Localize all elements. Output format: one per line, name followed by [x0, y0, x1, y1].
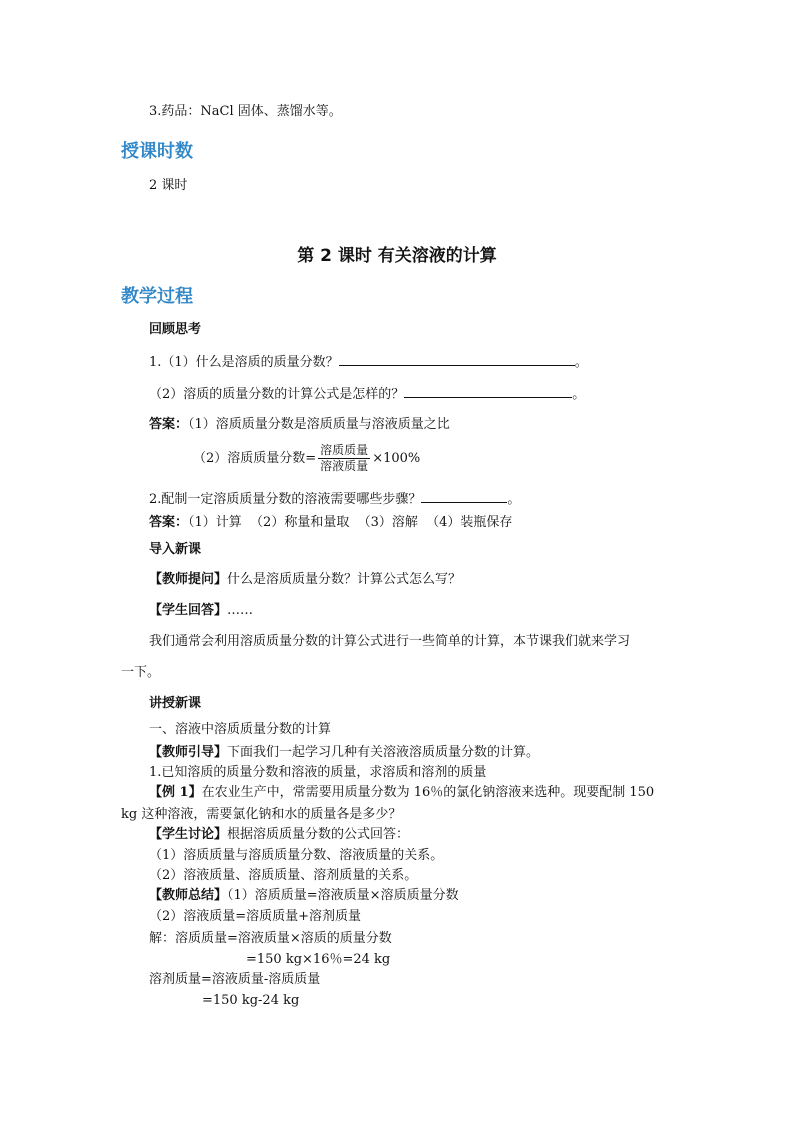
teacher-summary-text: （1）溶质质量=溶液质量×溶质质量分数	[227, 888, 459, 903]
answer-1-text: （1）溶质质量分数是溶质质量与溶液质量之比	[188, 417, 450, 432]
summary-point-2: （2）溶液质量=溶质质量+溶剂质量	[149, 909, 362, 924]
answer-blank	[404, 385, 572, 398]
student-discuss-label: 【学生讨论】	[149, 827, 228, 842]
intro-paragraph-line-1: 我们通常会利用溶质质量分数的计算公式进行一些简单的计算，本节课我们就来学习	[149, 634, 631, 649]
lesson-title: 第 2 课时 有关溶液的计算	[297, 246, 497, 266]
formula-prefix: （2）溶质质量分数=	[193, 451, 317, 466]
answer-2-formula	[193, 443, 420, 475]
teacher-guide	[149, 744, 539, 762]
teacher-ask	[149, 571, 461, 589]
period: 。	[574, 355, 588, 370]
teaching-process-heading: 教学过程	[121, 286, 193, 307]
example-1-line-1	[149, 784, 654, 802]
student-answer-label: 【学生回答】	[149, 603, 228, 618]
question-1b-text: （2）溶质的质量分数的计算公式是怎样的？	[149, 387, 405, 402]
intro-paragraph-line-2: 一下。	[121, 665, 161, 680]
answer-label: 答案：	[149, 515, 189, 530]
example-1-text: 在农业生产中，常需要用质量分数为 16％的氯化钠溶液来选种。现要配制 150	[201, 785, 655, 800]
solution-line-1: 解：溶质质量=溶液质量×溶质的质量分数	[149, 931, 392, 946]
solution-line-3: 溶剂质量=溶液质量-溶质质量	[149, 972, 321, 987]
discuss-point-1: （1）溶质质量与溶质质量分数、溶液质量的关系。	[149, 848, 444, 863]
teacher-ask-text: 什么是溶质质量分数？计算公式怎么写？	[227, 572, 462, 587]
answer-3-text: （1）计算 （2）称量和量取 （3）溶解 （4）装瓶保存	[188, 515, 513, 530]
answer-label: 答案：	[149, 417, 189, 432]
solution-line-2: =150 kg×16％=24 kg	[246, 952, 391, 967]
teacher-summary	[149, 887, 459, 905]
review-heading: 回顾思考	[149, 322, 202, 337]
section-1-heading: 一、溶液中溶质质量分数的计算	[149, 722, 332, 737]
question-1b	[149, 385, 585, 404]
student-discuss	[149, 826, 409, 844]
fraction-numerator: 溶质质量	[320, 443, 369, 457]
fraction	[318, 443, 370, 474]
student-answer	[149, 602, 253, 620]
teacher-guide-label: 【教师引导】	[149, 745, 228, 760]
materials-line: 3.药品：NaCl 固体、蒸馏水等。	[149, 104, 342, 119]
question-2-text: 2.配制一定溶质质量分数的溶液需要哪些步骤？	[149, 492, 422, 507]
teacher-ask-label: 【教师提问】	[149, 572, 228, 587]
student-discuss-text: 根据溶质质量分数的公式回答：	[227, 827, 410, 842]
question-2	[149, 490, 520, 509]
teacher-summary-label: 【教师总结】	[149, 888, 228, 903]
answer-1	[149, 416, 450, 434]
lecture-heading: 讲授新课	[149, 696, 202, 711]
question-1a	[149, 353, 588, 372]
item-1: 1.已知溶质的质量分数和溶液的质量，求溶质和溶剂的质量	[149, 765, 487, 780]
solution-line-4: =150 kg-24 kg	[202, 993, 300, 1008]
answer-3	[149, 514, 512, 532]
period: 。	[507, 492, 521, 507]
example-label: 【例 1】	[149, 785, 202, 800]
question-1a-text: 1.（1）什么是溶质的质量分数？	[149, 355, 339, 370]
intro-heading: 导入新课	[149, 542, 202, 557]
class-hours-value: 2 课时	[149, 178, 188, 193]
period: 。	[572, 387, 586, 402]
discuss-point-2: （2）溶液质量、溶质质量、溶剂质量的关系。	[149, 868, 418, 883]
student-answer-text: ……	[227, 603, 254, 618]
example-1-line-2: kg 这种溶液，需要氯化钠和水的质量各是多少？	[121, 807, 402, 822]
class-hours-heading: 授课时数	[121, 141, 193, 162]
fraction-denominator: 溶液质量	[320, 459, 369, 473]
teacher-guide-text: 下面我们一起学习几种有关溶液溶质质量分数的计算。	[227, 745, 540, 760]
formula-suffix: ×100%	[372, 451, 421, 466]
answer-blank	[421, 490, 507, 503]
answer-blank	[339, 353, 575, 366]
